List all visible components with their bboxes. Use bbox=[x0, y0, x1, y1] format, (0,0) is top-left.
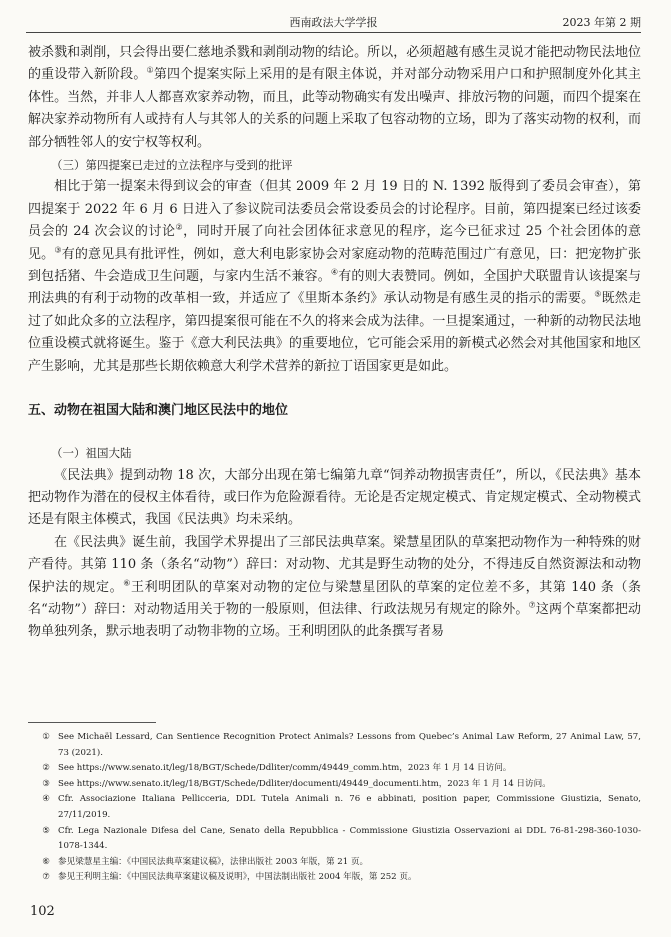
footnote-text: 参见王利明主编：《中国民法典草案建议稿及说明》，中国法制出版社 2004 年版，第 252 页。 bbox=[58, 872, 417, 883]
footnote-number: ⑥ bbox=[42, 856, 50, 867]
paragraph: 相比于第一提案未得到议会的审查（但其 2009 年 2 月 19 日的 N. 1392 版得到了委员会审查），第四提案于 2022 年 6 月 6 日进入了参议院司法委员会常设委员会的讨论程序。目前，第四提案已经过该委员会的 24 次会议的讨论②，同时开展了向社会团体征求意见的程序，迄今已征求过 25 个社会团体的意见。③有的意见具有批评性，例如，意大利电影家协会对家庭动物的范畴范围过广有意见，曰：把宠物扩张到包括猪、牛会造成卫生问题，与家内生活不兼容。④有的则大表赞同。例如，全国护犬联盟肯认该提案与刑法典的有利于动物的改革相一致，并适应了《里斯本条约》承认动物是有感生灵的指示的需要。⑤既然走过了如此众多的立法程序，第四提案很可能在不久的将来会成为法律。一旦提案通过，一种新的动物民法地位重设模式就将诞生。鉴于《意大利民法典》的重要地位，它可能会采用的新模式必然会对其他国家和地区产生影响，尤其是那些长期依赖意大利学术营养的新拉丁语国家更是如此。 bbox=[28, 179, 641, 374]
footnote bbox=[28, 870, 641, 886]
journal-name: 西南政法大学学报 bbox=[289, 16, 378, 29]
footnote-number: ④ bbox=[42, 794, 50, 805]
footnote-marker[interactable]: ① bbox=[146, 66, 154, 76]
footnote-text: 参见梁慧星主编：《中国民法典草案建议稿》，法律出版社 2003 年版，第 21 页。 bbox=[58, 856, 369, 867]
section-spacer bbox=[28, 422, 641, 442]
footnote bbox=[28, 730, 641, 761]
paragraph: 被杀戮和剥削，只会得出要仁慈地杀戮和剥削动物的结论。所以，必须超越有感生灵说才能把动物民法地位的重设带入新阶段。①第四个提案实际上采用的是有限主体说，并对部分动物采用户口和护照制度外化其主体性。当然，并非人人都喜欢家养动物，而且，此等动物确实有发出噪声、排放污物的问题，而四个提案在解决家养动物所有人或持有人与其邻人的关系的问题上采取了包容动物的立场，即为了落实动物的权利，而部分牺牲邻人的安宁权等权利。 bbox=[28, 45, 641, 150]
footnote bbox=[28, 824, 641, 855]
footnote-marker[interactable]: ④ bbox=[330, 267, 339, 277]
issue-label: 2023 年第 2 期 bbox=[562, 16, 641, 29]
footnote-number: ③ bbox=[42, 778, 50, 789]
paragraph: 在《民法典》诞生前，我国学术界提出了三部民法典草案。梁慧星团队的草案把动物作为一种特殊的财产看待。其第 110 条（条名“动物”）辞曰：对动物、尤其是野生动物的处分，不得违反自然资源法和动物保护法的规定。⑥王利明团队的草案对动物的定位与梁慧星团队的草案的定位差不多，其第 140 条（条名“动物”）辞曰：对动物适用关于物的一般原则，但法律、行政法规另有规定的除外。⑦这两个草案都把动物单独列条，默示地表明了动物非物的立场。王利明团队的此条撰写者易 bbox=[28, 534, 641, 640]
paragraph: 《民法典》提到动物 18 次，大部分出现在第七编第九章“饲养动物损害责任”，所以，《民法典》基本把动物作为潜在的侵权主体看待，或曰作为危险源看待。无论是否定规定模式、肯定规定模式、全动物模式还是有限主体模式，我国《民法典》均未采纳。 bbox=[28, 467, 641, 528]
footnote-number: ② bbox=[42, 763, 50, 774]
footnote-text: See https://www.senato.it/leg/18/BGT/Schede/Ddliter/comm/49449_comm.htm，2023 年 1 月 14 日访问。 bbox=[58, 763, 512, 774]
footnote-marker[interactable]: ⑤ bbox=[594, 290, 602, 300]
footnote-marker[interactable]: ② bbox=[175, 222, 184, 232]
page-number: 102 bbox=[30, 904, 55, 919]
running-header bbox=[26, 14, 641, 34]
subsection-heading: （三）第四提案已走过的立法程序与受到的批评 bbox=[51, 158, 293, 173]
footnote-marker[interactable]: ③ bbox=[54, 245, 62, 255]
footnote-text: Cfr. Lega Nazionale Difesa del Cane, Senato della Repubblica - Commissione Giustizia Osservazioni ai DDL 76-81-298-360-1030-1078-1344. bbox=[58, 825, 641, 852]
footnote bbox=[28, 792, 641, 823]
footnote-number: ① bbox=[42, 732, 50, 742]
footnote-text: Cfr. Associazione Italiana Pellicceria, DDL Tutela Animali n. 76 e abbinati, position paper, Commissione Giustizia, Senato, 27/11/2019. bbox=[58, 794, 641, 820]
subsection-heading: （一）祖国大陆 bbox=[51, 446, 132, 461]
header-rule bbox=[26, 32, 641, 33]
footnote-marker[interactable]: ⑥ bbox=[123, 578, 132, 588]
footnote-number: ⑦ bbox=[42, 872, 50, 883]
footnote bbox=[28, 761, 641, 777]
footnote-text: See https://www.senato.it/leg/18/BGT/Schede/Ddliter/documenti/49449_documenti.htm，2023 年 1 月 14 日访问。 bbox=[58, 778, 551, 789]
footnotes bbox=[28, 730, 641, 886]
section-heading: 五、动物在祖国大陆和澳门地区民法中的地位 bbox=[28, 403, 289, 419]
footnote-rule bbox=[28, 722, 156, 723]
article-body bbox=[28, 42, 641, 644]
footnote-text: See Michaël Lessard, Can Sentience Recognition Protect Animals? Lessons from Quebec’s Animal Law Reform, 27 Animal Law, 57, 73 (2021). bbox=[58, 732, 641, 758]
section-spacer bbox=[28, 378, 641, 400]
footnote bbox=[28, 855, 641, 871]
footnote-number: ⑤ bbox=[42, 825, 50, 836]
footnote-marker[interactable]: ⑦ bbox=[528, 600, 536, 610]
footnote bbox=[28, 777, 641, 793]
